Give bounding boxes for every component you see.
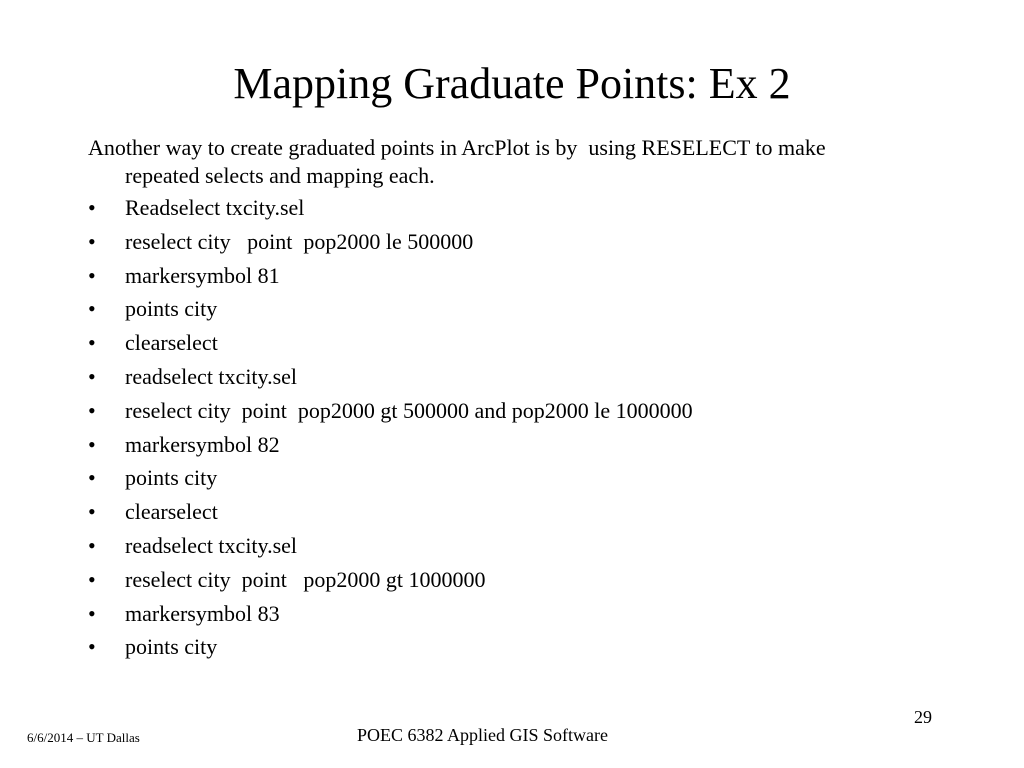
footer-course-title: POEC 6382 Applied GIS Software	[357, 725, 608, 745]
list-item	[88, 295, 693, 329]
list-item	[88, 431, 693, 465]
list-item	[88, 633, 693, 667]
list-item	[88, 532, 693, 566]
bullet-icon: •	[88, 600, 96, 626]
slide-title: Mapping Graduate Points: Ex 2	[233, 59, 791, 108]
intro-line-2: repeated selects and mapping each.	[125, 163, 435, 188]
bullet-icon: •	[88, 634, 96, 660]
bullet-icon: •	[88, 566, 96, 592]
page-number: 29	[914, 707, 932, 727]
bullet-icon: •	[88, 431, 96, 457]
list-item-text: points city	[125, 296, 218, 322]
list-item	[88, 566, 693, 600]
bullet-icon: •	[88, 532, 96, 558]
intro-paragraph	[88, 134, 968, 190]
bullet-icon: •	[88, 363, 96, 389]
list-item-text: markersymbol 81	[125, 262, 280, 288]
list-item	[88, 464, 693, 498]
list-item	[88, 600, 693, 634]
list-item	[88, 498, 693, 532]
intro-line-1: Another way to create graduated points in ArcPlot is by using RESELECT to make	[88, 135, 826, 160]
footer-date: 6/6/2014 – UT Dallas	[27, 730, 140, 745]
list-item-text: clearselect	[125, 330, 218, 356]
list-item-text: markersymbol 82	[125, 431, 280, 457]
list-item	[88, 194, 693, 228]
command-list	[88, 194, 693, 667]
list-item-text: reselect city point pop2000 gt 500000 and pop2000 le 1000000	[125, 397, 693, 423]
list-item-text: readselect txcity.sel	[125, 532, 298, 558]
bullet-icon: •	[88, 465, 96, 491]
list-item	[88, 329, 693, 363]
list-item	[88, 262, 693, 296]
bullet-icon: •	[88, 330, 96, 356]
bullet-icon: •	[88, 262, 96, 288]
list-item-text: points city	[125, 634, 218, 660]
list-item	[88, 397, 693, 431]
list-item-text: reselect city point pop2000 gt 1000000	[125, 566, 486, 592]
bullet-icon: •	[88, 397, 96, 423]
bullet-icon: •	[88, 499, 96, 525]
bullet-icon: •	[88, 228, 96, 254]
list-item	[88, 363, 693, 397]
list-item-text: reselect city point pop2000 le 500000	[125, 228, 474, 254]
list-item-text: markersymbol 83	[125, 600, 280, 626]
list-item-text: Readselect txcity.sel	[125, 195, 305, 220]
list-item	[88, 228, 693, 262]
bullet-icon: •	[88, 195, 96, 220]
list-item-text: clearselect	[125, 499, 218, 525]
bullet-icon: •	[88, 296, 96, 322]
list-item-text: readselect txcity.sel	[125, 363, 298, 389]
list-item-text: points city	[125, 465, 218, 491]
